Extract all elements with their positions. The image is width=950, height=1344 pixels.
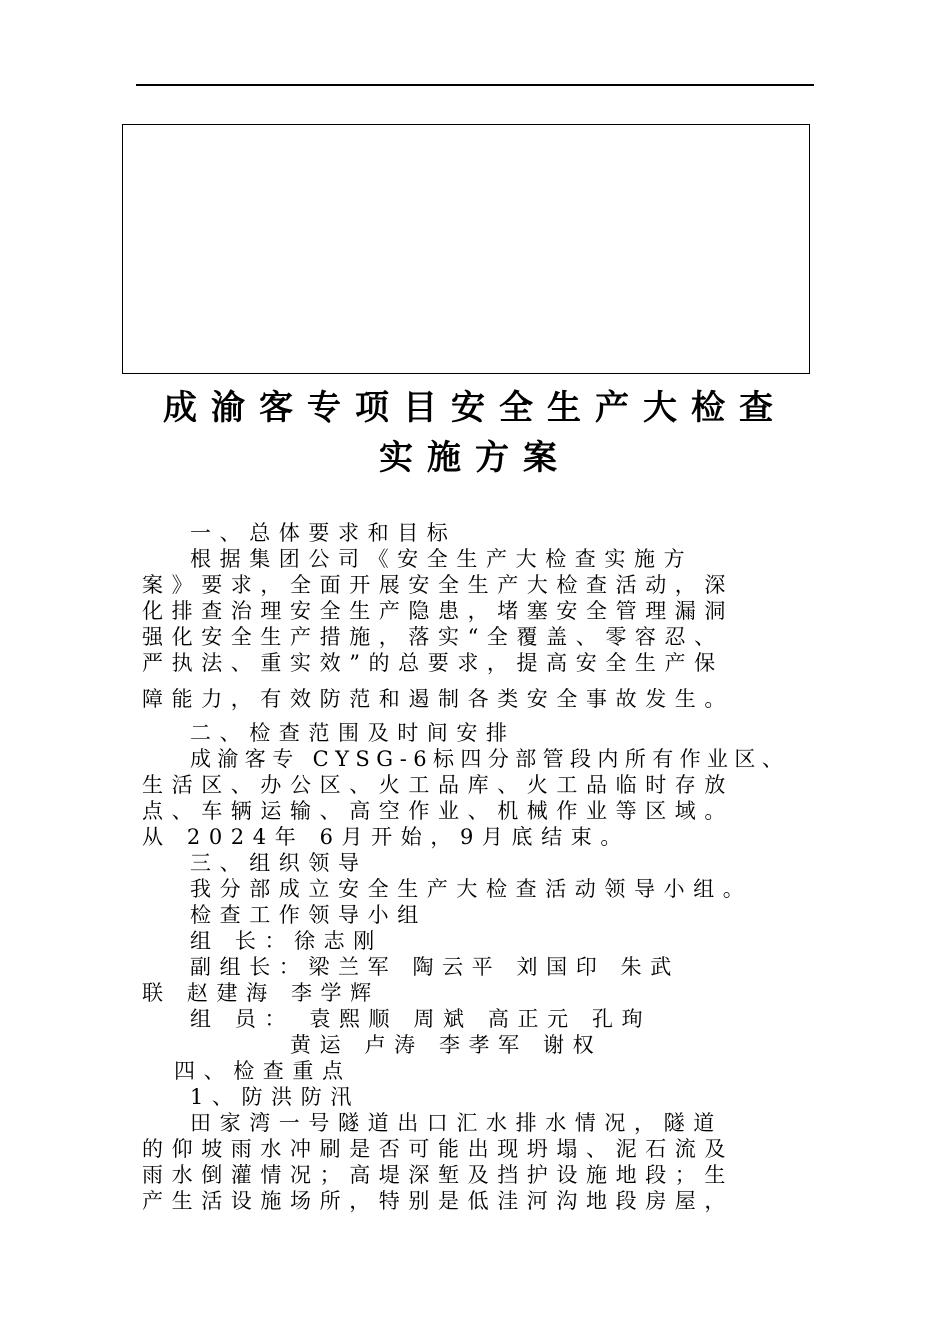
body-line: 点、车辆运输、高空作业、机械作业等区域。 [142, 799, 734, 823]
body-line: 黄运 卢涛 李孝军 谢权 [290, 1033, 603, 1057]
body-line: 组 长：徐志刚 [190, 929, 383, 953]
body-line: 从 2024年 6月开始，9月底结束。 [142, 825, 630, 849]
body-line: 组 员： 袁熙顺 周斌 高正元 孔珣 [190, 1007, 652, 1031]
doc-title-line-1: 成渝客专项目安全生产大检查 [163, 388, 787, 428]
section-heading: 四、检查重点 [174, 1059, 352, 1083]
body-line: 检查工作领导小组 [190, 903, 427, 927]
body-line: 田家湾一号隧道出口汇水排水情况，隧道 [190, 1111, 723, 1135]
section-heading: 三、组织领导 [190, 851, 368, 875]
body-line: 严执法、重实效”的总要求，提高安全生产保 [142, 651, 724, 675]
body-line: 雨水倒灌情况；高堤深堑及挡护设施地段；生 [142, 1163, 734, 1187]
body-line: 案》要求，全面开展安全生产大检查活动，深 [142, 573, 734, 597]
body-line: 产生活设施场所，特别是低洼河沟地段房屋， [142, 1189, 734, 1213]
body-line: 根据集团公司《安全生产大检查实施方 [190, 547, 694, 571]
image-frame [122, 124, 810, 374]
section-heading: 一、总体要求和目标 [190, 521, 457, 545]
body-line: 成渝客专 CYSG-6标四分部管段内所有作业区、 [190, 747, 790, 771]
body-line: 强化安全生产措施，落实“全覆盖、零容忍、 [142, 625, 724, 649]
body-line: 我分部成立安全生产大检查活动领导小组。 [190, 877, 753, 901]
subsection-heading: 1、防洪防汛 [190, 1085, 360, 1109]
section-heading: 二、检查范围及时间安排 [190, 721, 516, 745]
body-line: 联 赵建海 李学辉 [142, 981, 380, 1005]
body-line: 化排查治理安全生产隐患，堵塞安全管理漏洞 [142, 599, 734, 623]
body-line: 的仰坡雨水冲刷是否可能出现坍塌、泥石流及 [142, 1137, 734, 1161]
body-line: 障能力，有效防范和遏制各类安全事故发生。 [142, 687, 734, 711]
body-line: 生活区、办公区、火工品库、火工品临时存放 [142, 773, 734, 797]
doc-title-line-2: 实施方案 [379, 438, 571, 478]
body-line: 副组长：梁兰军 陶云平 刘国印 朱武 [190, 955, 680, 979]
header-rule [136, 84, 814, 86]
